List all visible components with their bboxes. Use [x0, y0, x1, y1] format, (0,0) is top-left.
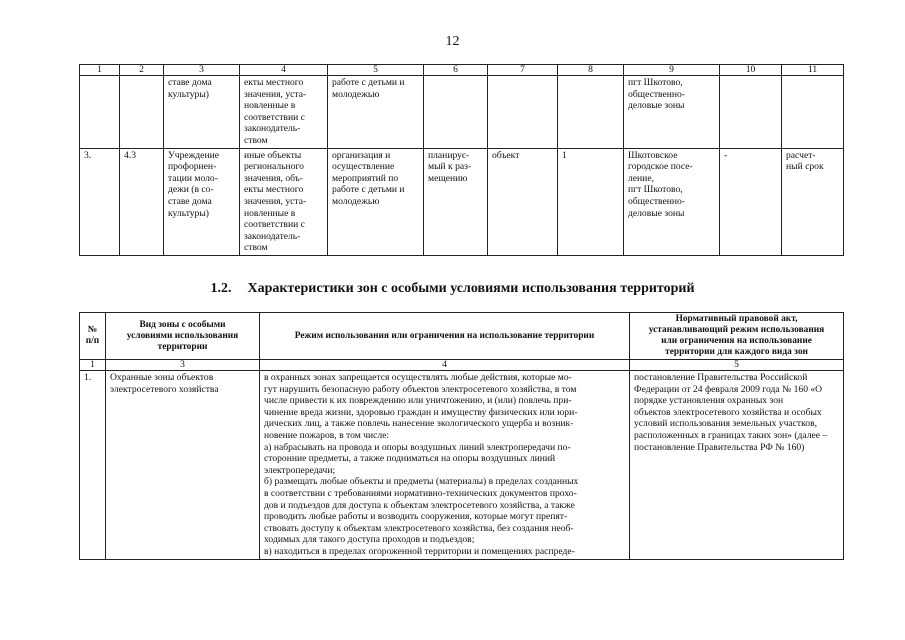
table1-header-row — [80, 65, 844, 76]
table2-header-cell: Вид зоны с особыми условиями использования территории — [106, 313, 260, 360]
table2-numbering-cell: 3 — [106, 360, 260, 371]
zone-type: Охранные зоны объектов электросетевого хозяйства — [106, 371, 260, 560]
table1-cell — [782, 76, 844, 149]
table1-cell: - — [720, 148, 782, 255]
table1-cell: ставе дома культуры) — [164, 76, 240, 149]
table2-numbering-cell: 4 — [260, 360, 630, 371]
table-row — [80, 148, 844, 255]
table1-header-cell: 10 — [720, 65, 782, 76]
table1-header-cell: 9 — [624, 65, 720, 76]
table1-header-cell: 1 — [80, 65, 120, 76]
table2-header-cell: Режим использования или ограничения на использование территории — [260, 313, 630, 360]
table1-cell — [558, 76, 624, 149]
table1-cell: работе с детьми и молодежью — [328, 76, 424, 149]
zone-legal-act: постановление Правительства Российской Федерации от 24 февраля 2009 года № 160 «О порядке установления охранных зон объектов электросетевого хозяйства и особых условий использования земельных участков, расположенных в границах таких зон» (далее – постановление Правительства РФ № 160) — [630, 371, 844, 560]
table1-cell: екты местного значения, уста- новленные в соответствии с законодатель- ством — [240, 76, 328, 149]
table1-cell: расчет- ный срок — [782, 148, 844, 255]
table1-cell: объект — [488, 148, 558, 255]
table1-header-cell: 3 — [164, 65, 240, 76]
facilities-table-continued — [79, 64, 844, 256]
table1-cell: Шкотовское городское посе- ление, пгт Шкотово, общественно- деловые зоны — [624, 148, 720, 255]
table1-header-cell: 5 — [328, 65, 424, 76]
table1-cell: Учреждение профориен- тации моло- дежи (в со- ставе дома культуры) — [164, 148, 240, 255]
table1-header-cell: 11 — [782, 65, 844, 76]
table2-numbering-cell: 1 — [80, 360, 106, 371]
table2-header-row — [80, 313, 844, 360]
table-row — [80, 371, 844, 560]
table2-header-cell: Нормативный правовой акт, устанавливающий режим использования или ограничения на использование территории для каждого вида зон — [630, 313, 844, 360]
table1-header-cell: 4 — [240, 65, 328, 76]
table2-header-cell: № п/п — [80, 313, 106, 360]
table2-numbering-row — [80, 360, 844, 371]
table1-cell: планирує- мый к раз- мещению — [424, 148, 488, 255]
zone-number: 1. — [80, 371, 106, 560]
page-number: 12 — [445, 34, 460, 49]
section-heading — [0, 281, 905, 297]
table2-numbering-cell: 5 — [630, 360, 844, 371]
section-number: 1.2. — [210, 281, 232, 296]
table1-cell — [720, 76, 782, 149]
table1-cell: иные объекты регионального значения, объ- екты местного значения, уста- новленные в соответствии с законодатель- ством — [240, 148, 328, 255]
table1-cell — [488, 76, 558, 149]
table1-header-cell: 2 — [120, 65, 164, 76]
section-title: Характеристики зон с особыми условиями использования территорий — [247, 281, 695, 296]
table1-cell: организация и осуществление мероприятий по работе с детьми и молодежью — [328, 148, 424, 255]
table1-header-cell: 8 — [558, 65, 624, 76]
special-zones-table — [79, 312, 844, 560]
table-row — [80, 76, 844, 149]
table1-cell: 3. — [80, 148, 120, 255]
table1-cell: 1 — [558, 148, 624, 255]
table1-header-cell: 7 — [488, 65, 558, 76]
table1-cell: 4.3 — [120, 148, 164, 255]
table1-cell — [120, 76, 164, 149]
zone-regime: в охранных зонах запрещается осуществлять любые действия, которые мо- гут нарушить безопасную работу объектов электросетевого хозяйства, в том числе привести к их повреждению или уничтожению, и (или) повлечь при- чинение вреда жизни, здоровью граждан и имуществу физических или юри- дических лиц, а также повлечь нанесение экологического ущерба и возник- новение пожаров, в том числе: а) набрасывать на провода и опоры воздушных линий электропередачи по- сторонние предметы, а также подниматься на опоры воздушных линий электропередачи; б) размещать любые объекты и предметы (материалы) в пределах созданных в соответствии с требованиями нормативно-технических документов прохо- дов и подъездов для доступа к объектам электросетевого хозяйства, а также проводить любые работы и возводить сооружения, которые могут препят- ствовать доступу к объектам электросетевого хозяйства, без создания необ- ходимых для такого доступа проходов и подъездов; в) находиться в пределах огороженной территории и помещениях распреде- — [260, 371, 630, 560]
table1-cell — [80, 76, 120, 149]
table1-header-cell: 6 — [424, 65, 488, 76]
table1-cell — [424, 76, 488, 149]
table1-cell: пгт Шкотово, общественно- деловые зоны — [624, 76, 720, 149]
